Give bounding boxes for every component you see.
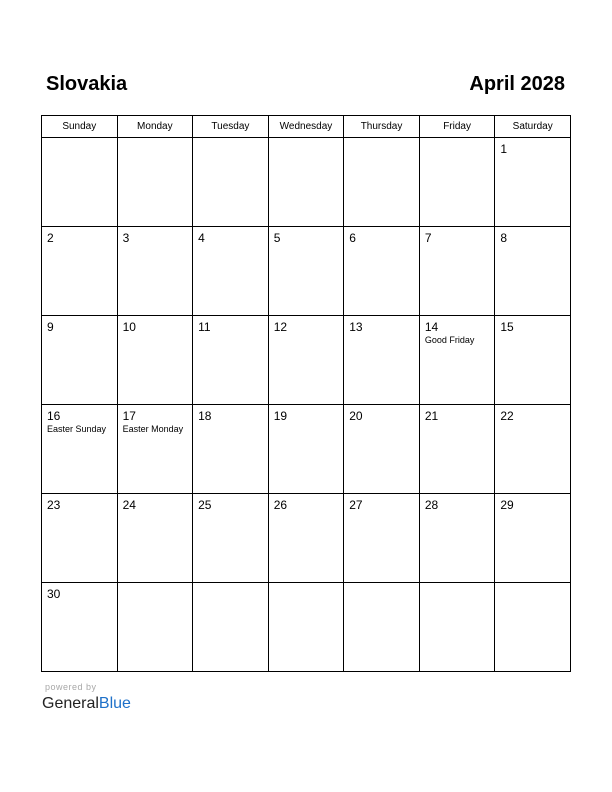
day-number: 7 — [424, 231, 432, 245]
day-number: 29 — [500, 498, 514, 512]
holiday-label: Easter Monday — [122, 424, 184, 434]
day-number: 17 — [122, 409, 136, 423]
generalblue-logo — [42, 694, 131, 713]
empty-day-cell — [42, 138, 118, 227]
day-cell — [344, 405, 420, 494]
day-cell — [268, 227, 344, 316]
day-number: 1 — [500, 142, 508, 156]
weekday-monday: Monday — [117, 116, 193, 138]
weekday-saturday: Saturday — [495, 116, 571, 138]
day-cell — [193, 494, 269, 583]
empty-day-cell — [193, 138, 269, 227]
day-number: 13 — [349, 320, 363, 334]
day-number: 11 — [198, 320, 211, 334]
day-cell — [268, 316, 344, 405]
day-number: 22 — [500, 409, 514, 423]
day-cell — [268, 405, 344, 494]
day-cell — [117, 316, 193, 405]
day-number: 6 — [349, 231, 356, 245]
weekday-friday: Friday — [419, 116, 495, 138]
day-number: 23 — [47, 498, 61, 512]
country-title: Slovakia — [46, 73, 128, 95]
day-number: 3 — [122, 231, 130, 245]
day-cell — [419, 316, 495, 405]
day-cell — [344, 227, 420, 316]
day-number: 28 — [424, 498, 439, 512]
day-number: 8 — [500, 231, 508, 245]
day-number: 9 — [47, 320, 54, 334]
day-cell — [495, 138, 571, 227]
week-row — [42, 316, 571, 405]
logo-general-text: General — [42, 695, 99, 712]
empty-day-cell — [268, 138, 344, 227]
empty-day-cell — [419, 138, 495, 227]
day-number: 14 — [424, 320, 439, 334]
empty-day-cell — [117, 138, 193, 227]
day-number: 12 — [273, 320, 288, 334]
day-number: 27 — [349, 498, 363, 512]
day-cell — [419, 405, 495, 494]
day-number: 5 — [273, 231, 281, 245]
empty-day-cell — [193, 583, 269, 672]
week-row — [42, 227, 571, 316]
day-number: 20 — [349, 409, 363, 423]
day-cell — [495, 316, 571, 405]
day-number: 18 — [198, 409, 212, 423]
day-cell — [42, 583, 118, 672]
week-row — [42, 405, 571, 494]
day-number: 15 — [500, 320, 514, 334]
day-number: 19 — [273, 409, 288, 423]
day-cell — [344, 494, 420, 583]
day-cell — [495, 227, 571, 316]
empty-day-cell — [268, 583, 344, 672]
day-number: 2 — [47, 231, 54, 245]
day-cell — [495, 405, 571, 494]
day-cell — [42, 405, 118, 494]
weekday-thursday: Thursday — [344, 116, 420, 138]
day-cell — [117, 405, 193, 494]
weekday-wednesday: Wednesday — [268, 116, 344, 138]
week-row — [42, 494, 571, 583]
holiday-label: Good Friday — [424, 335, 475, 345]
day-cell — [42, 494, 118, 583]
day-cell — [268, 494, 344, 583]
day-number: 24 — [122, 498, 136, 512]
month-year-title: April 2028 — [469, 73, 565, 95]
calendar-grid — [41, 115, 571, 672]
day-number: 25 — [198, 498, 212, 512]
day-cell — [344, 316, 420, 405]
weekday-sunday: Sunday — [42, 116, 118, 138]
weekday-tuesday: Tuesday — [193, 116, 269, 138]
day-cell — [42, 316, 118, 405]
day-cell — [193, 316, 269, 405]
day-number: 16 — [47, 409, 61, 423]
empty-day-cell — [495, 583, 571, 672]
day-number: 4 — [198, 231, 205, 245]
day-cell — [419, 494, 495, 583]
powered-by-label: powered by — [45, 682, 97, 692]
day-number: 30 — [47, 587, 61, 601]
day-cell — [117, 494, 193, 583]
day-cell — [193, 405, 269, 494]
holiday-label: Easter Sunday — [47, 424, 107, 434]
weekday-header-row — [42, 116, 571, 138]
empty-day-cell — [117, 583, 193, 672]
day-cell — [42, 227, 118, 316]
day-cell — [495, 494, 571, 583]
day-number: 21 — [424, 409, 439, 423]
empty-day-cell — [344, 138, 420, 227]
day-cell — [193, 227, 269, 316]
week-row — [42, 138, 571, 227]
calendar-body — [42, 138, 571, 672]
logo-blue-text: Blue — [98, 695, 131, 712]
day-number: 26 — [273, 498, 288, 512]
day-cell — [117, 227, 193, 316]
day-cell — [419, 227, 495, 316]
empty-day-cell — [419, 583, 495, 672]
week-row — [42, 583, 571, 672]
empty-day-cell — [344, 583, 420, 672]
day-number: 10 — [122, 320, 136, 334]
